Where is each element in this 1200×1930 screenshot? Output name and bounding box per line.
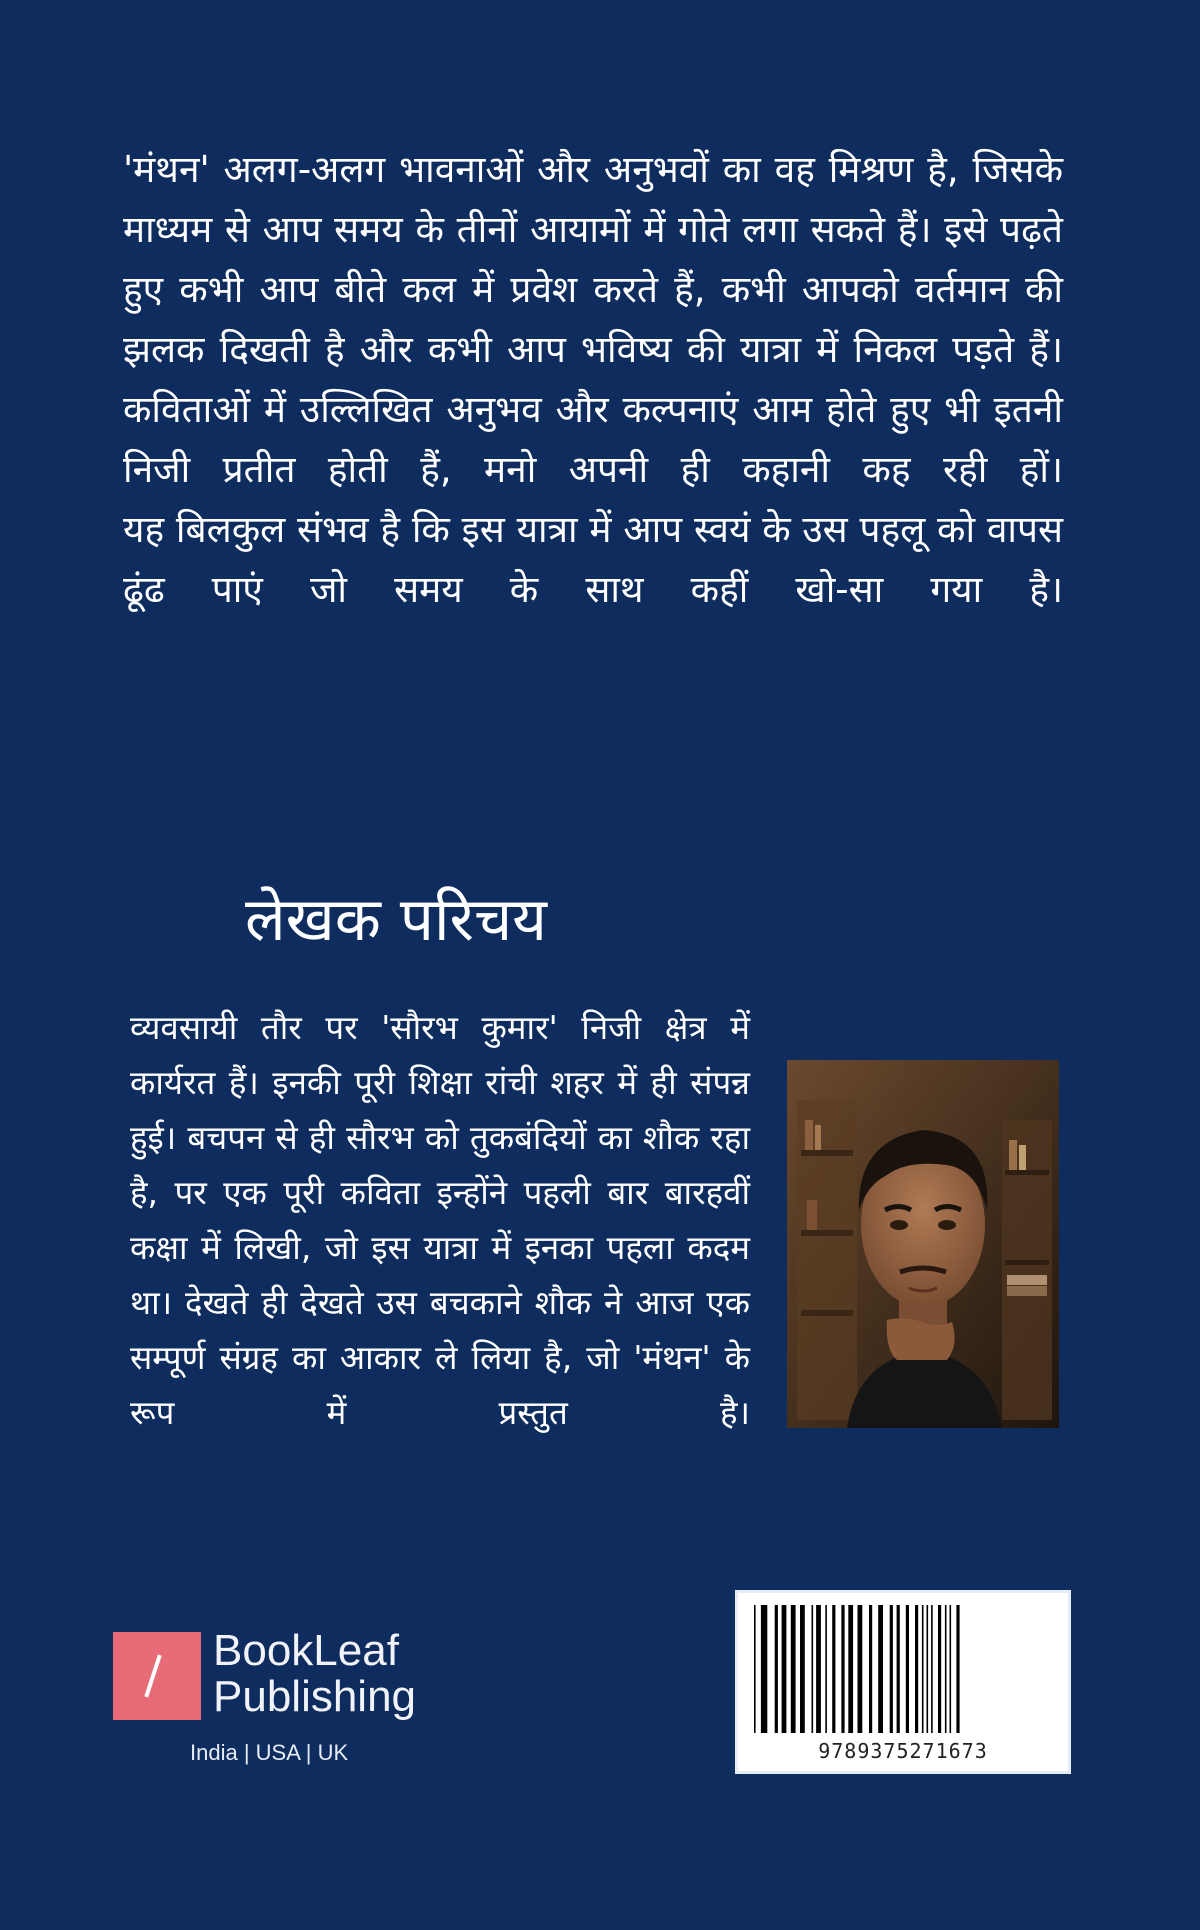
barcode-bar <box>897 1605 900 1733</box>
barcode-bar <box>922 1605 924 1733</box>
slash-icon <box>144 1654 161 1697</box>
isbn-barcode <box>735 1590 1071 1774</box>
barcode-bar <box>832 1605 835 1733</box>
barcode-bar <box>812 1605 814 1733</box>
barcode-bar <box>791 1605 796 1733</box>
author-intro-heading: लेखक परिचय <box>245 885 547 955</box>
publisher-name-line2: Publishing <box>213 1672 417 1721</box>
barcode-bar <box>782 1605 787 1733</box>
barcode-bar <box>858 1605 863 1733</box>
barcode-bar <box>816 1605 821 1733</box>
blurb-paragraph-1: 'मंथन' अलग-अलग भावनाओं और अनुभवों का वह मिश्रण है, जिसके माध्यम से आप समय के तीनों आयामों में गोते लगा सकते हैं। इसे पढ़ते हुए कभी आप बीते कल में प्रवेश करते हैं, कभी आपको वर्तमान की झलक दिखती है और कभी आप भविष्य की यात्रा में निकल पड़ते हैं। कविताओं में उल्लिखित अनुभव और कल्पनाएं आम होते हुए भी इतनी निजी प्रतीत होती हैं, मनो अपनी ही कहानी कह रही हों। <box>123 148 1063 491</box>
blurb-paragraph-2: यह बिलकुल संभव है कि इस यात्रा में आप स्वयं के उस पहलू को वापस ढूंढ पाएं जो समय के साथ कहीं खो-सा गया है। <box>123 508 1063 611</box>
barcode-bar <box>754 1605 756 1733</box>
publisher-name-line1: BookLeaf <box>213 1626 399 1675</box>
barcode-bar <box>915 1605 918 1733</box>
barcode-bar <box>950 1605 952 1733</box>
barcode-bar <box>841 1605 844 1733</box>
barcode-bar <box>800 1605 805 1733</box>
barcode-bar <box>938 1605 941 1733</box>
barcode-bar <box>906 1605 909 1733</box>
barcode-bar <box>848 1605 853 1733</box>
publisher-regions: India | USA | UK <box>190 1740 349 1765</box>
publisher-logo <box>113 1628 443 1768</box>
author-photo <box>787 1060 1059 1428</box>
barcode-bar <box>890 1605 893 1733</box>
isbn-number: 9789375271673 <box>818 1739 988 1763</box>
barcode-bar <box>761 1605 767 1733</box>
barcode-bar <box>869 1605 872 1733</box>
author-bio: व्यवसायी तौर पर 'सौरभ कुमार' निजी क्षेत्र में कार्यरत हैं। इनकी पूरी शिक्षा रांची शहर में ही संपन्न हुई। बचपन से ही सौरभ को तुकबंदियों का शौक रहा है, पर एक पूरी कविता इन्होंने पहली बार बारहवीं कक्षा में लिखी, जो इस यात्रा में इनका पहला कदम था। देखते ही देखते उस बचकाने शौक ने आज एक सम्पूर्ण संग्रह का आकार ले लिया है, जो 'मंथन' के रूप में प्रस्तुत है। <box>130 1008 750 1432</box>
barcode-bar <box>956 1605 959 1733</box>
barcode-bar <box>775 1605 778 1733</box>
barcode-bars <box>752 1605 1056 1733</box>
barcode-bar <box>945 1605 947 1733</box>
author-portrait-icon <box>787 1060 1059 1428</box>
barcode-bar <box>878 1605 883 1733</box>
barcode-bar <box>927 1605 929 1733</box>
barcode-bar <box>931 1605 933 1733</box>
barcode-bar <box>825 1605 827 1733</box>
publisher-name <box>213 1628 416 1720</box>
publisher-logo-mark <box>113 1632 201 1720</box>
back-cover-blurb <box>123 140 1063 620</box>
